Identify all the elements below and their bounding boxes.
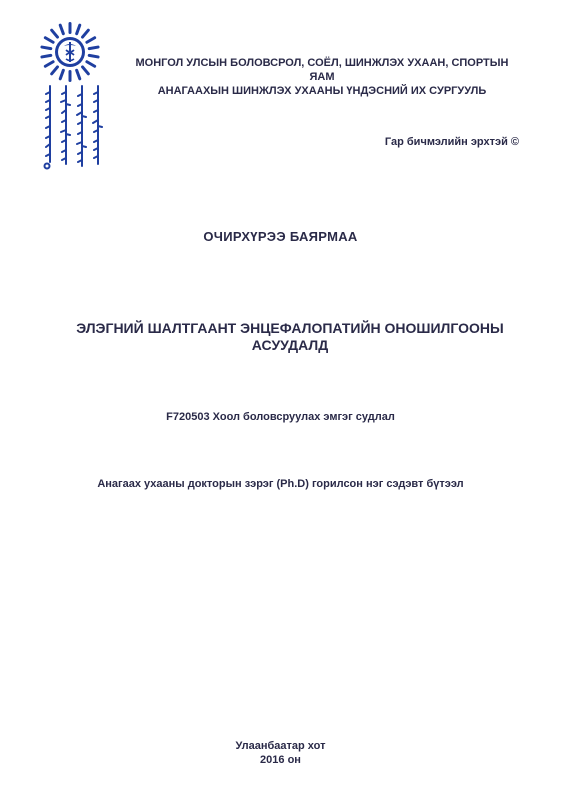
- manuscript-rights-note: Гар бичмэлийн эрхтэй ©: [384, 136, 519, 148]
- title-line-2: АСУУДАЛД: [251, 337, 329, 353]
- mongolian-script-seal: [40, 82, 110, 172]
- ministry-header: [122, 56, 522, 98]
- title-line-1: ЭЛЭГНИЙ ШАЛТГААНТ ЭНЦЕФАЛОПАТИЙН ОНОШИЛГООНЫ: [76, 320, 504, 336]
- author-name: ОЧИРХҮРЭЭ БАЯРМАА: [203, 229, 358, 244]
- degree-statement: Анагаах ухааны докторын зэрэг (Ph.D) горилсон нэг сэдэвт бүтээл: [97, 478, 464, 490]
- year: 2016 он: [260, 754, 301, 766]
- city: Улаанбаатар хот: [235, 740, 326, 752]
- place-and-year: [0, 739, 561, 767]
- specialty-code: F720503 Хоол боловсруулах эмгэг судлал: [166, 411, 395, 423]
- dissertation-title: [60, 320, 520, 354]
- ministry-name: МОНГОЛ УЛСЫН БОЛОВСРОЛ, СОЁЛ, ШИНЖЛЭХ УХААН, СПОРТЫН ЯАМ: [135, 57, 509, 83]
- university-emblem-icon: [38, 20, 102, 84]
- university-name: АНАГААХЫН ШИНЖЛЭХ УХААНЫ ҮНДЭСНИЙ ИХ СУРГУУЛЬ: [157, 85, 487, 97]
